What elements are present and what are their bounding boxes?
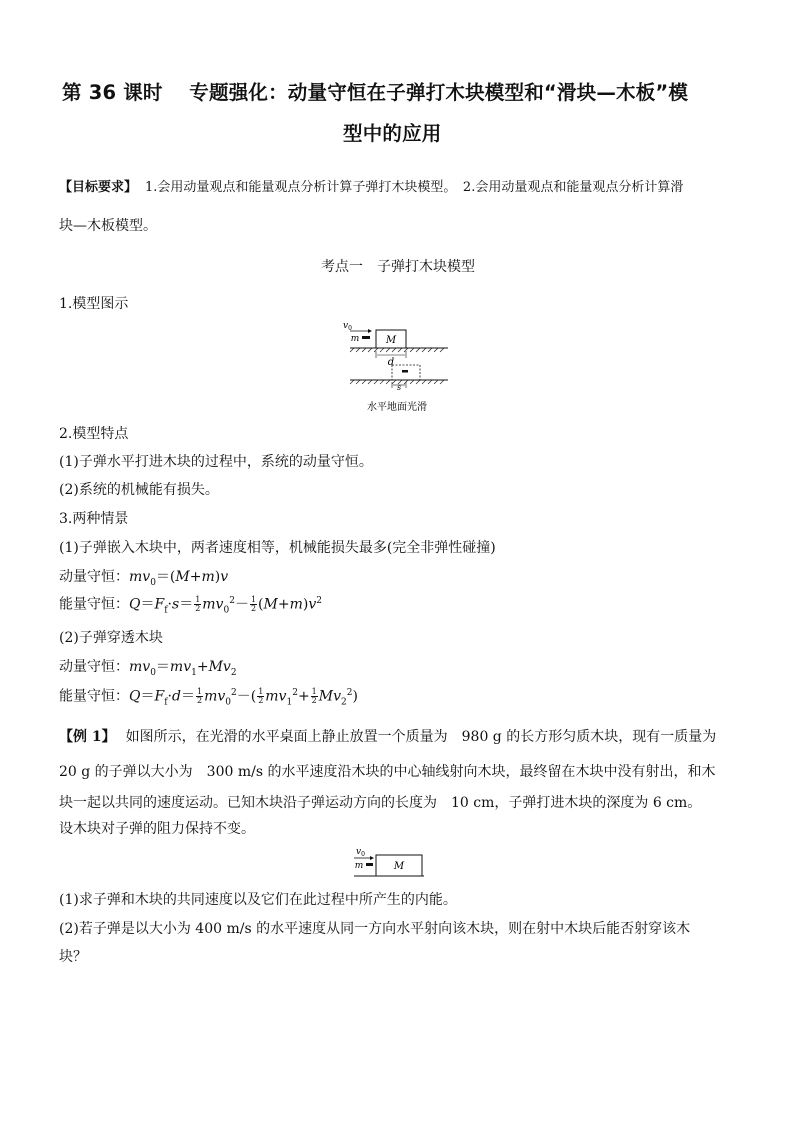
page-title-line2: 型中的应用 bbox=[343, 122, 442, 145]
objectives-line2: 块—木板模型。 bbox=[59, 218, 157, 234]
bullet-label-m: m bbox=[350, 334, 360, 344]
example-line3: 块一起以共同的速度运动。已知木块沿子弹运动方向的长度为 10 cm，子弹打进木块的深度为 6 cm。 bbox=[59, 795, 702, 811]
momentum-equation-1: 动量守恒：$mv_0=(M+m)v$ bbox=[59, 569, 229, 588]
feature-1: (1)子弹水平打进木块的过程中，系统的动量守恒。 bbox=[59, 454, 373, 470]
example-figure bbox=[346, 846, 428, 880]
block-label-M: M bbox=[385, 335, 397, 346]
energy-equation-1: 能量守恒：$Q=F_f\cdot s=$ $\frac{1}{2}$ $mv_0^2-$ $\frac{1}{2}$ $(M+m)v^2$ bbox=[59, 595, 322, 616]
example-bullet-label-m: m bbox=[354, 861, 364, 871]
momentum-label: 动量守恒： bbox=[59, 569, 129, 585]
objectives-text-1: 1.会用动量观点和能量观点分析计算子弹打木块模型。 2.会用动量观点和能量观点分析计算滑 bbox=[145, 180, 684, 195]
question-2-line1: (2)若子弹是以大小为 400 m/s 的水平速度从同一方向水平射向该木块，则在射中木块后能否射穿该木 bbox=[59, 921, 691, 937]
objectives-line1 bbox=[59, 181, 683, 194]
example-text-1: 如图所示，在光滑的水平桌面上静止放置一个质量为 980 g 的长方形匀质木块，现有一质量为 bbox=[125, 729, 717, 745]
displacement-label-s: s bbox=[396, 383, 402, 392]
page-title-line1: 第 36 课时 专题强化：动量守恒在子弹打木块模型和“滑块—木板”模 bbox=[62, 81, 689, 104]
bullet-embedded bbox=[402, 370, 408, 373]
energy-label-2: 能量守恒： bbox=[59, 688, 129, 705]
figure-caption: 水平地面光滑 bbox=[367, 402, 427, 413]
case-2: (2)子弹穿透木块 bbox=[59, 630, 163, 646]
example-label: 【例 1】 bbox=[59, 729, 116, 745]
example-velocity-label-v0: $v_0$ bbox=[356, 847, 365, 858]
energy-equation-2: 能量守恒：$Q=F_f\cdot d=$ $\frac{1}{2}$ $mv_0^2-$( $\frac{1}{2}$ $mv_1^2+$ $\frac{1}{2}$ $Mv_2^2$) bbox=[59, 687, 358, 708]
question-2-line2: 块？ bbox=[59, 949, 87, 965]
heading-model-figure: 1.模型图示 bbox=[59, 296, 129, 312]
depth-label-d: d bbox=[387, 357, 395, 368]
velocity-label-v0: $v_0$ bbox=[343, 321, 352, 332]
example-block-label-M: M bbox=[393, 861, 405, 872]
bullet-block-figure bbox=[336, 318, 458, 418]
question-1: (1)求子弹和木块的共同速度以及它们在此过程中所产生的内能。 bbox=[59, 892, 457, 908]
bullet bbox=[362, 336, 370, 339]
objectives-label: 【目标要求】 bbox=[59, 180, 138, 195]
momentum-equation-2: 动量守恒：$mv_0=mv_1+Mv_2$ bbox=[59, 659, 237, 678]
example-bullet bbox=[366, 863, 373, 866]
momentum-label-2: 动量守恒： bbox=[59, 659, 129, 675]
case-1: (1)子弹嵌入木块中，两者速度相等，机械能损失最多(完全非弹性碰撞) bbox=[59, 540, 496, 556]
feature-2: (2)系统的机械能有损失。 bbox=[59, 482, 219, 498]
section-title: 考点一 子弹打木块模型 bbox=[321, 259, 475, 275]
example-line2: 20 g 的子弹以大小为 300 m/s 的水平速度沿木块的中心轴线射向木块，最终留在木块中没有射出，和木 bbox=[59, 764, 716, 780]
example-line1 bbox=[59, 730, 716, 744]
example-line4: 设木块对子弹的阻力保持不变。 bbox=[59, 821, 255, 837]
heading-two-cases: 3.两种情景 bbox=[59, 511, 129, 527]
heading-model-features: 2.模型特点 bbox=[59, 426, 129, 442]
energy-label: 能量守恒： bbox=[59, 596, 129, 613]
